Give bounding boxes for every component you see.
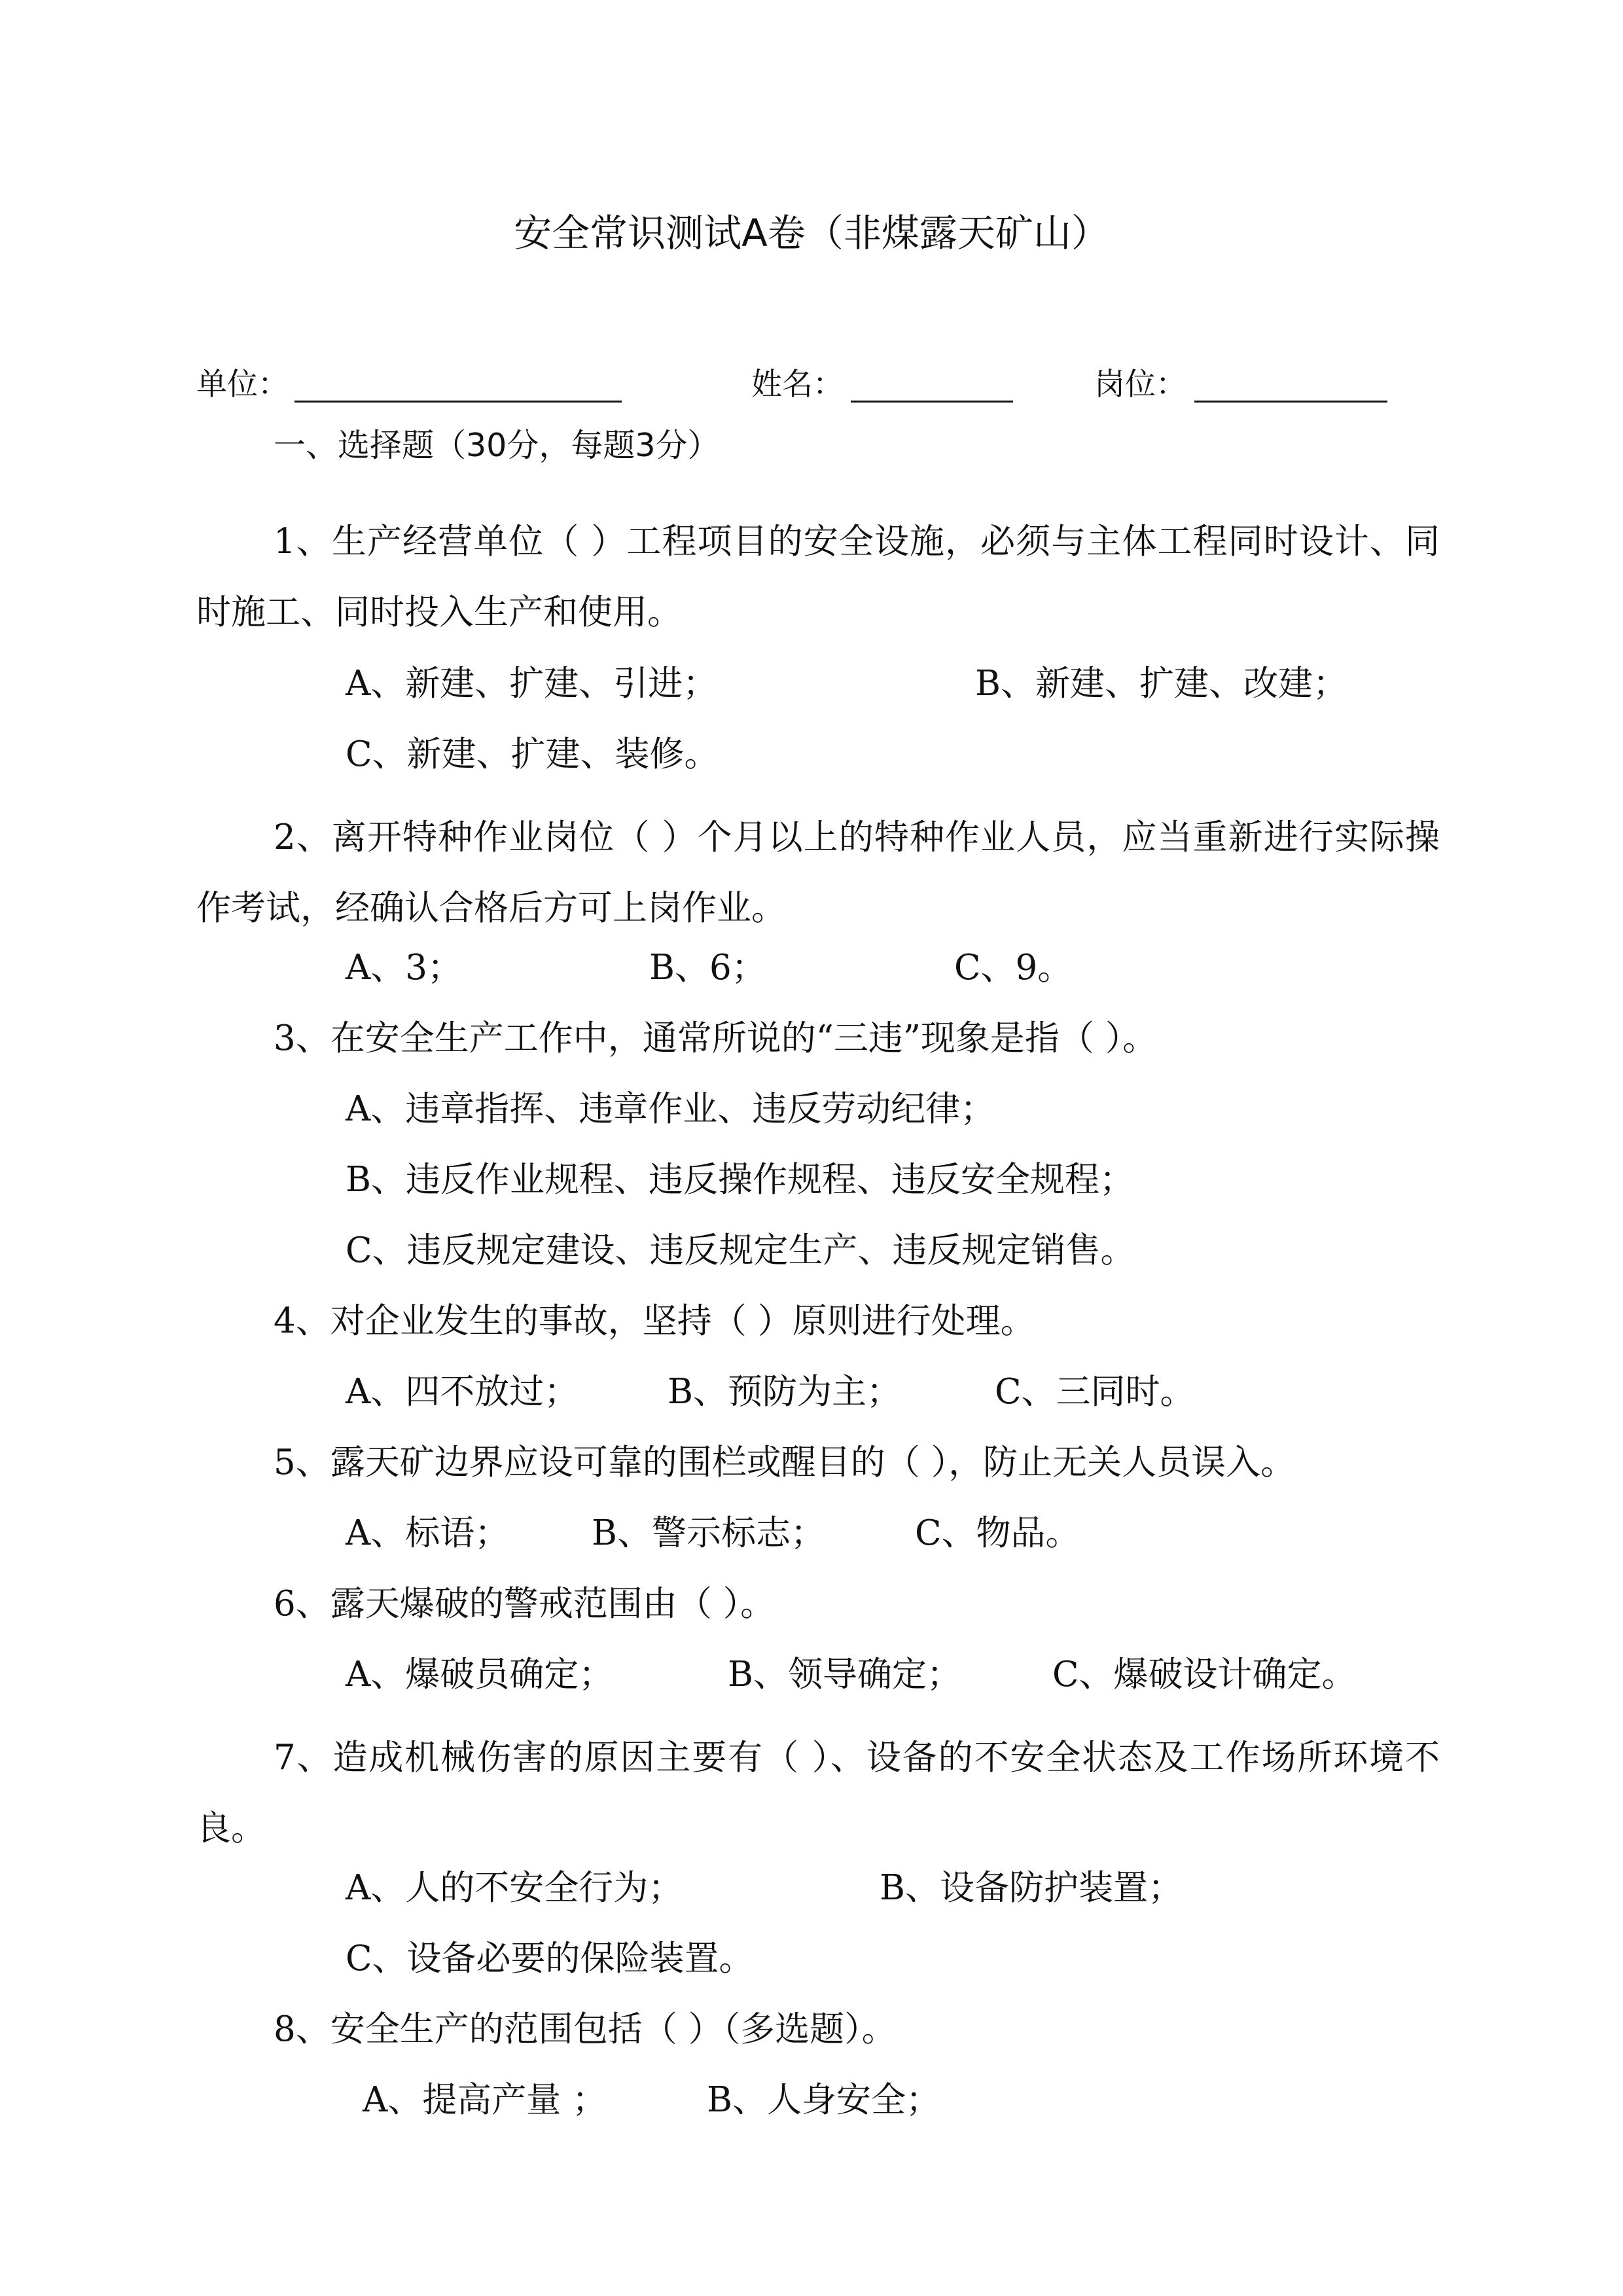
question-2: 2、离开特种作业岗位（ ）个月以上的特种作业人员，应当重新进行实际操作考试，经确认合格后方可上岗作业。 [196,817,1440,928]
question-7-option-b: B、设备防护装置； [880,1868,1183,1908]
question-7: 7、造成机械伤害的原因主要有（ ）、设备的不安全状态及工作场所环境不良。 [196,1738,1440,1848]
question-5-option-c: C、物品。 [915,1513,1080,1553]
question-3-option-b: B、违反作业规程、违反操作规程、违反安全规程； [346,1160,1134,1200]
question-6-option-b: B、领导确定； [728,1655,961,1695]
question-1: 1、生产经营单位（ ）工程项目的安全设施，必须与主体工程同时设计、同时施工、同时投入生产和使用。 [196,522,1440,632]
question-3: 3、在安全生产工作中，通常所说的“三违”现象是指（ ）。 [274,1018,1158,1058]
question-1-option-c: C、新建、扩建、装修。 [346,734,719,774]
question-8-option-b: B、人身安全； [707,2080,940,2120]
section-title: 一、选择题（30分，每题3分） [274,427,720,464]
question-6-option-c: C、爆破设计确定。 [1052,1655,1357,1695]
question-7-option-a: A、人的不安全行为； [346,1868,683,1908]
post-label: 岗位： [1094,367,1186,403]
unit-label: 单位： [196,367,289,403]
unit-field[interactable] [294,401,622,403]
question-5: 5、露天矿边界应设可靠的围栏或醒目的（ ），防止无关人员误入。 [274,1443,1296,1482]
question-7-option-c: C、设备必要的保险装置。 [346,1939,754,1979]
question-5-option-b: B、警示标志； [592,1513,825,1553]
question-3-option-a: A、违章指挥、违章作业、违反劳动纪律； [346,1089,995,1129]
post-field[interactable] [1194,401,1387,403]
question-4-option-c: C、三同时。 [995,1372,1195,1412]
question-2-option-c: C、9。 [954,948,1073,988]
name-label: 姓名： [751,367,844,403]
question-4: 4、对企业发生的事故，坚持（ ）原则进行处理。 [274,1301,1035,1341]
exam-title: 安全常识测试A卷（非煤露天矿山） [514,211,1109,255]
question-6: 6、露天爆破的警戒范围由（ ）。 [274,1584,776,1624]
question-5-option-a: A、标语； [346,1513,510,1553]
question-1-option-b: B、新建、扩建、改建； [975,664,1347,704]
question-6-option-a: A、爆破员确定； [346,1655,614,1695]
name-field[interactable] [851,401,1013,403]
question-4-option-a: A、四不放过； [346,1372,579,1412]
question-4-option-b: B、预防为主； [668,1372,901,1412]
question-2-option-a: A、3； [346,948,462,988]
question-3-option-c: C、违反规定建设、违反规定生产、违反规定销售。 [346,1230,1135,1270]
question-1-option-a: A、新建、扩建、引进； [346,664,718,704]
question-8: 8、安全生产的范围包括（ ）（多选题）。 [274,2009,897,2049]
question-2-option-b: B、6； [649,948,766,988]
question-8-option-a: A、提高产量 ； [363,2080,607,2120]
